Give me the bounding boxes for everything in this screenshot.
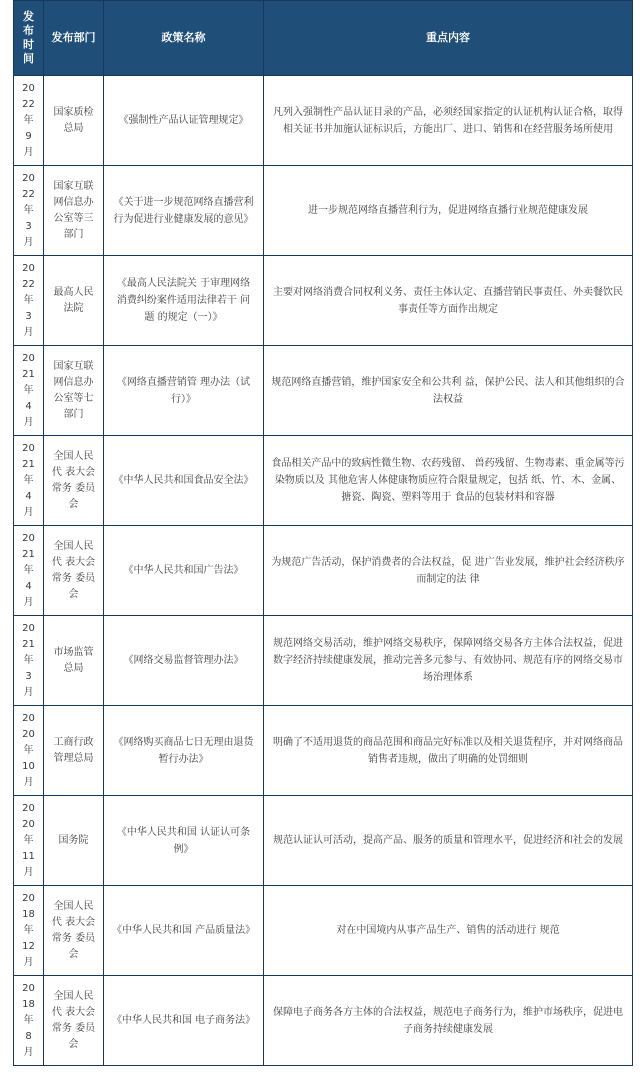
policy-table-wrapper <box>13 0 632 1066</box>
cell-policy-name: 《最高人民法院关 于审理网络消费纠纷案件适用法律若干 问 题 的规定（一）》 <box>104 256 264 346</box>
table-row <box>14 526 633 616</box>
cell-content: 凡列入强制性产品认证目录的产品，必须经国家指定的认证机构认证合格，取得相关证书并加施认证标识后，方能出厂、进口、销售和在经营服务场所使用 <box>264 76 633 166</box>
cell-content: 食品相关产品中的致病性微生物、农药残留、 兽药残留、生物毒素、重金属等污染物质以及 其他危害人体健康物质应符合限量规定，包括 纸、竹、木、金属、搪瓷、陶瓷、塑料等用于 食品的包装材料和容器 <box>264 436 633 526</box>
policy-table <box>13 0 633 1066</box>
cell-dept: 全国人民代 表大会常务 委员会 <box>44 526 104 616</box>
cell-dept: 全国人民代 表大会常务 委员会 <box>44 976 104 1066</box>
cell-policy-name: 《强制性产品认证管理规定》 <box>104 76 264 166</box>
cell-policy-name: 《网络购买商品七日无理由退货暂行办法》 <box>104 706 264 796</box>
cell-content: 为规范广告活动，保护消费者的合法权益，促 进广告业发展，维护社会经济秩序而制定的法 律 <box>264 526 633 616</box>
cell-date: 2021年4月 <box>14 346 44 436</box>
cell-dept: 全国人民代 表大会常务 委员会 <box>44 436 104 526</box>
cell-dept: 全国人民代 表大会常务 委员会 <box>44 886 104 976</box>
cell-dept: 国家质检总局 <box>44 76 104 166</box>
cell-policy-name: 《中华人民共和国 认证认可条例》 <box>104 796 264 886</box>
table-row <box>14 256 633 346</box>
cell-content: 规范网络直播营销，维护国家安全和公共利 益，保护公民、法人和其他组织的合法权益 <box>264 346 633 436</box>
table-row <box>14 166 633 256</box>
cell-policy-name: 《网络直播营销管 理办法（试行）》 <box>104 346 264 436</box>
table-row <box>14 436 633 526</box>
cell-policy-name: 《网络交易监督管理办法》 <box>104 616 264 706</box>
cell-policy-name: 《中华人民共和国 电子商务法》 <box>104 976 264 1066</box>
cell-dept: 工商行政管理总局 <box>44 706 104 796</box>
cell-content: 进一步规范网络直播营利行为，促进网络直播行业规范健康发展 <box>264 166 633 256</box>
cell-policy-name: 《中华人民共和国 产品质量法》 <box>104 886 264 976</box>
cell-policy-name: 《关于进一步规范网络直播营利行为促进行业健康发展的意见》 <box>104 166 264 256</box>
cell-dept: 国务院 <box>44 796 104 886</box>
cell-content: 明确了不适用退货的商品范围和商品完好标准以及相关退货程序，并对网络商品销售者违规，做出了明确的处罚细则 <box>264 706 633 796</box>
table-row <box>14 616 633 706</box>
header-date: 发布时间 <box>14 1 44 76</box>
cell-date: 2021年4月 <box>14 526 44 616</box>
cell-content: 规范认证认可活动，提高产品、服务的质量和管理水平，促进经济和社会的发展 <box>264 796 633 886</box>
header-row <box>14 1 633 76</box>
table-row <box>14 796 633 886</box>
table-row <box>14 706 633 796</box>
header-name: 政策名称 <box>104 1 264 76</box>
cell-content: 主要对网络消费合同权利义务、责任主体认定、直播营销民事责任、外卖餐饮民事责任等方面作出规定 <box>264 256 633 346</box>
cell-date: 2022年3月 <box>14 256 44 346</box>
cell-dept: 国家互联网信息办公室等三部门 <box>44 166 104 256</box>
cell-dept: 最高人民法院 <box>44 256 104 346</box>
cell-content: 保障电子商务各方主体的合法权益，规范电子商务行为，维护市场秩序，促进电子商务持续健康发展 <box>264 976 633 1066</box>
cell-date: 2022年9月 <box>14 76 44 166</box>
table-row <box>14 76 633 166</box>
cell-content: 对在中国境内从事产品生产、销售的活动进行 规范 <box>264 886 633 976</box>
header-content: 重点内容 <box>264 1 633 76</box>
cell-date: 2018年12月 <box>14 886 44 976</box>
table-body <box>14 76 633 1066</box>
cell-content: 规范网络交易活动，维护网络交易秩序，保障网络交易各方主体合法权益，促进数字经济持续健康发展，推动完善多元参与、有效协同、规范有序的网络交易市场治理体系 <box>264 616 633 706</box>
cell-date: 2021年4月 <box>14 436 44 526</box>
table-row <box>14 976 633 1066</box>
cell-date: 2018年8月 <box>14 976 44 1066</box>
cell-date: 2022年3月 <box>14 166 44 256</box>
cell-date: 2020年11月 <box>14 796 44 886</box>
table-row <box>14 886 633 976</box>
table-row <box>14 346 633 436</box>
cell-date: 2021年3月 <box>14 616 44 706</box>
cell-dept: 市场监管总局 <box>44 616 104 706</box>
cell-date: 2020年10月 <box>14 706 44 796</box>
header-dept: 发布部门 <box>44 1 104 76</box>
table-header <box>14 1 633 76</box>
cell-policy-name: 《中华人民共和国广告法》 <box>104 526 264 616</box>
cell-dept: 国家互联网信息办公室等七部门 <box>44 346 104 436</box>
cell-policy-name: 《中华人民共和国食品安全法》 <box>104 436 264 526</box>
